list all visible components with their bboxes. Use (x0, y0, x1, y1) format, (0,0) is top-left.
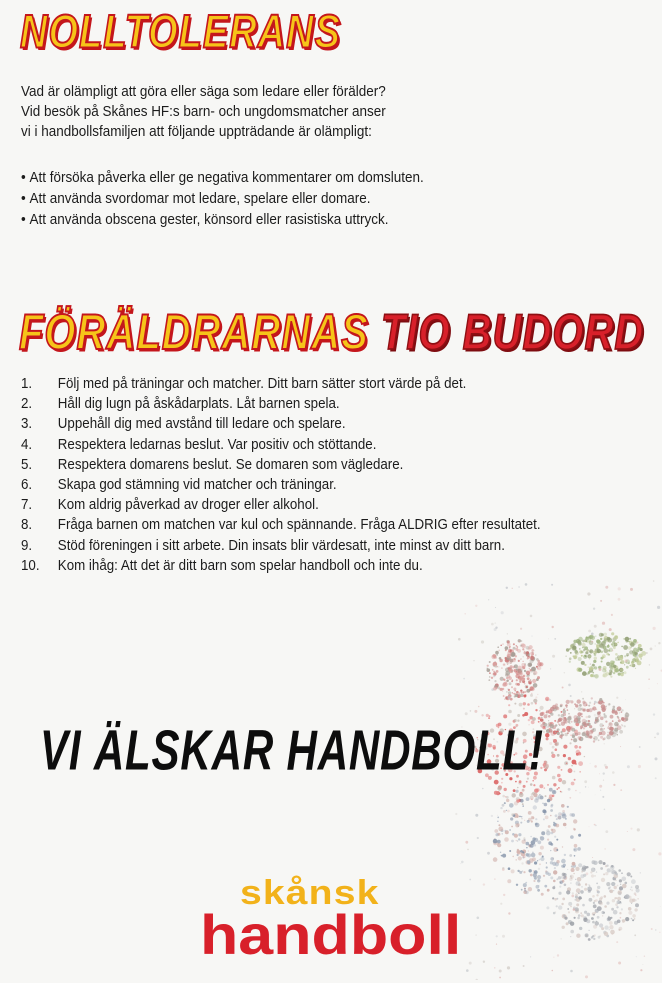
bullet-item: • Att använda svordomar mot ledare, spelare eller domare. (21, 189, 598, 210)
commandment-item (21, 536, 610, 556)
commandments-list (21, 374, 610, 576)
commandment-number: 10. (21, 557, 40, 574)
commandment-text: Respektera domarens beslut. Se domaren som vägledare. (57, 456, 404, 473)
logo-handboll: handboll (200, 903, 462, 966)
commandment-item (21, 475, 610, 495)
commandment-item (21, 455, 610, 475)
commandment-item (21, 556, 610, 576)
commandment-item (21, 394, 610, 414)
bullet-item: • Att försöka påverka eller ge negativa kommentarer om domsluten. (21, 168, 598, 189)
commandment-text: Stöd föreningen i sitt arbete. Din insats blir värdesatt, inte minst av ditt barn. (57, 537, 505, 554)
intro-line: vi i handbollsfamiljen att följande uppträdande är olämpligt: (21, 124, 372, 140)
intro-paragraph (21, 82, 579, 142)
commandment-item (21, 374, 610, 394)
commandment-number: 6. (21, 477, 33, 494)
commandment-text: Kom aldrig påverkad av droger eller alkohol. (57, 497, 319, 514)
commandment-item (21, 495, 610, 515)
commandment-number: 7. (21, 497, 33, 514)
commandment-number: 8. (21, 517, 33, 534)
intro-line: Vid besök på Skånes HF:s barn- och ungdomsmatcher anser (21, 104, 386, 120)
slogan: VI ÄLSKAR HANDBOLL! (40, 719, 544, 783)
commandment-text: Håll dig lugn på åskådarplats. Låt barnen spela. (57, 396, 340, 413)
commandment-item (21, 515, 610, 535)
commandment-number: 9. (21, 537, 33, 554)
commandment-text: Följ med på träningar och matcher. Ditt barn sätter stort värde på det. (57, 376, 467, 392)
commandment-text: Uppehåll dig med avstånd till ledare och spelare. (57, 416, 346, 433)
commandment-text: Kom ihåg: Att det är ditt barn som spelar handboll och inte du. (57, 557, 423, 574)
commandment-text: Respektera ledarnas beslut. Var positiv och stöttande. (57, 436, 377, 453)
logo-skansk: skånsk (240, 874, 380, 912)
commandment-number: 1. (21, 376, 33, 392)
heading-part-red: TIO BUDORD (380, 305, 645, 360)
commandment-number: 2. (21, 396, 33, 413)
inappropriate-behavior-list (21, 168, 598, 231)
commandment-text: Fråga barnen om matchen var kul och spännande. Fråga ALDRIG efter resultatet. (57, 517, 541, 534)
commandment-number: 4. (21, 436, 33, 453)
commandment-text: Skapa god stämning vid matcher och träningar. (57, 477, 337, 494)
commandment-number: 5. (21, 456, 33, 473)
ten-commandments-heading (19, 305, 644, 361)
commandment-item (21, 414, 610, 434)
commandment-item (21, 435, 610, 455)
intro-line: Vad är olämpligt att göra eller säga som ledare eller förälder? (21, 84, 386, 100)
heading-part-yellow: FÖRÄLDRARNAS (19, 305, 369, 360)
commandment-number: 3. (21, 416, 33, 433)
bullet-item: • Att använda obscena gester, könsord eller rasistiska uttryck. (21, 210, 598, 231)
nolltolerans-heading: NOLLTOLERANS (20, 6, 341, 59)
